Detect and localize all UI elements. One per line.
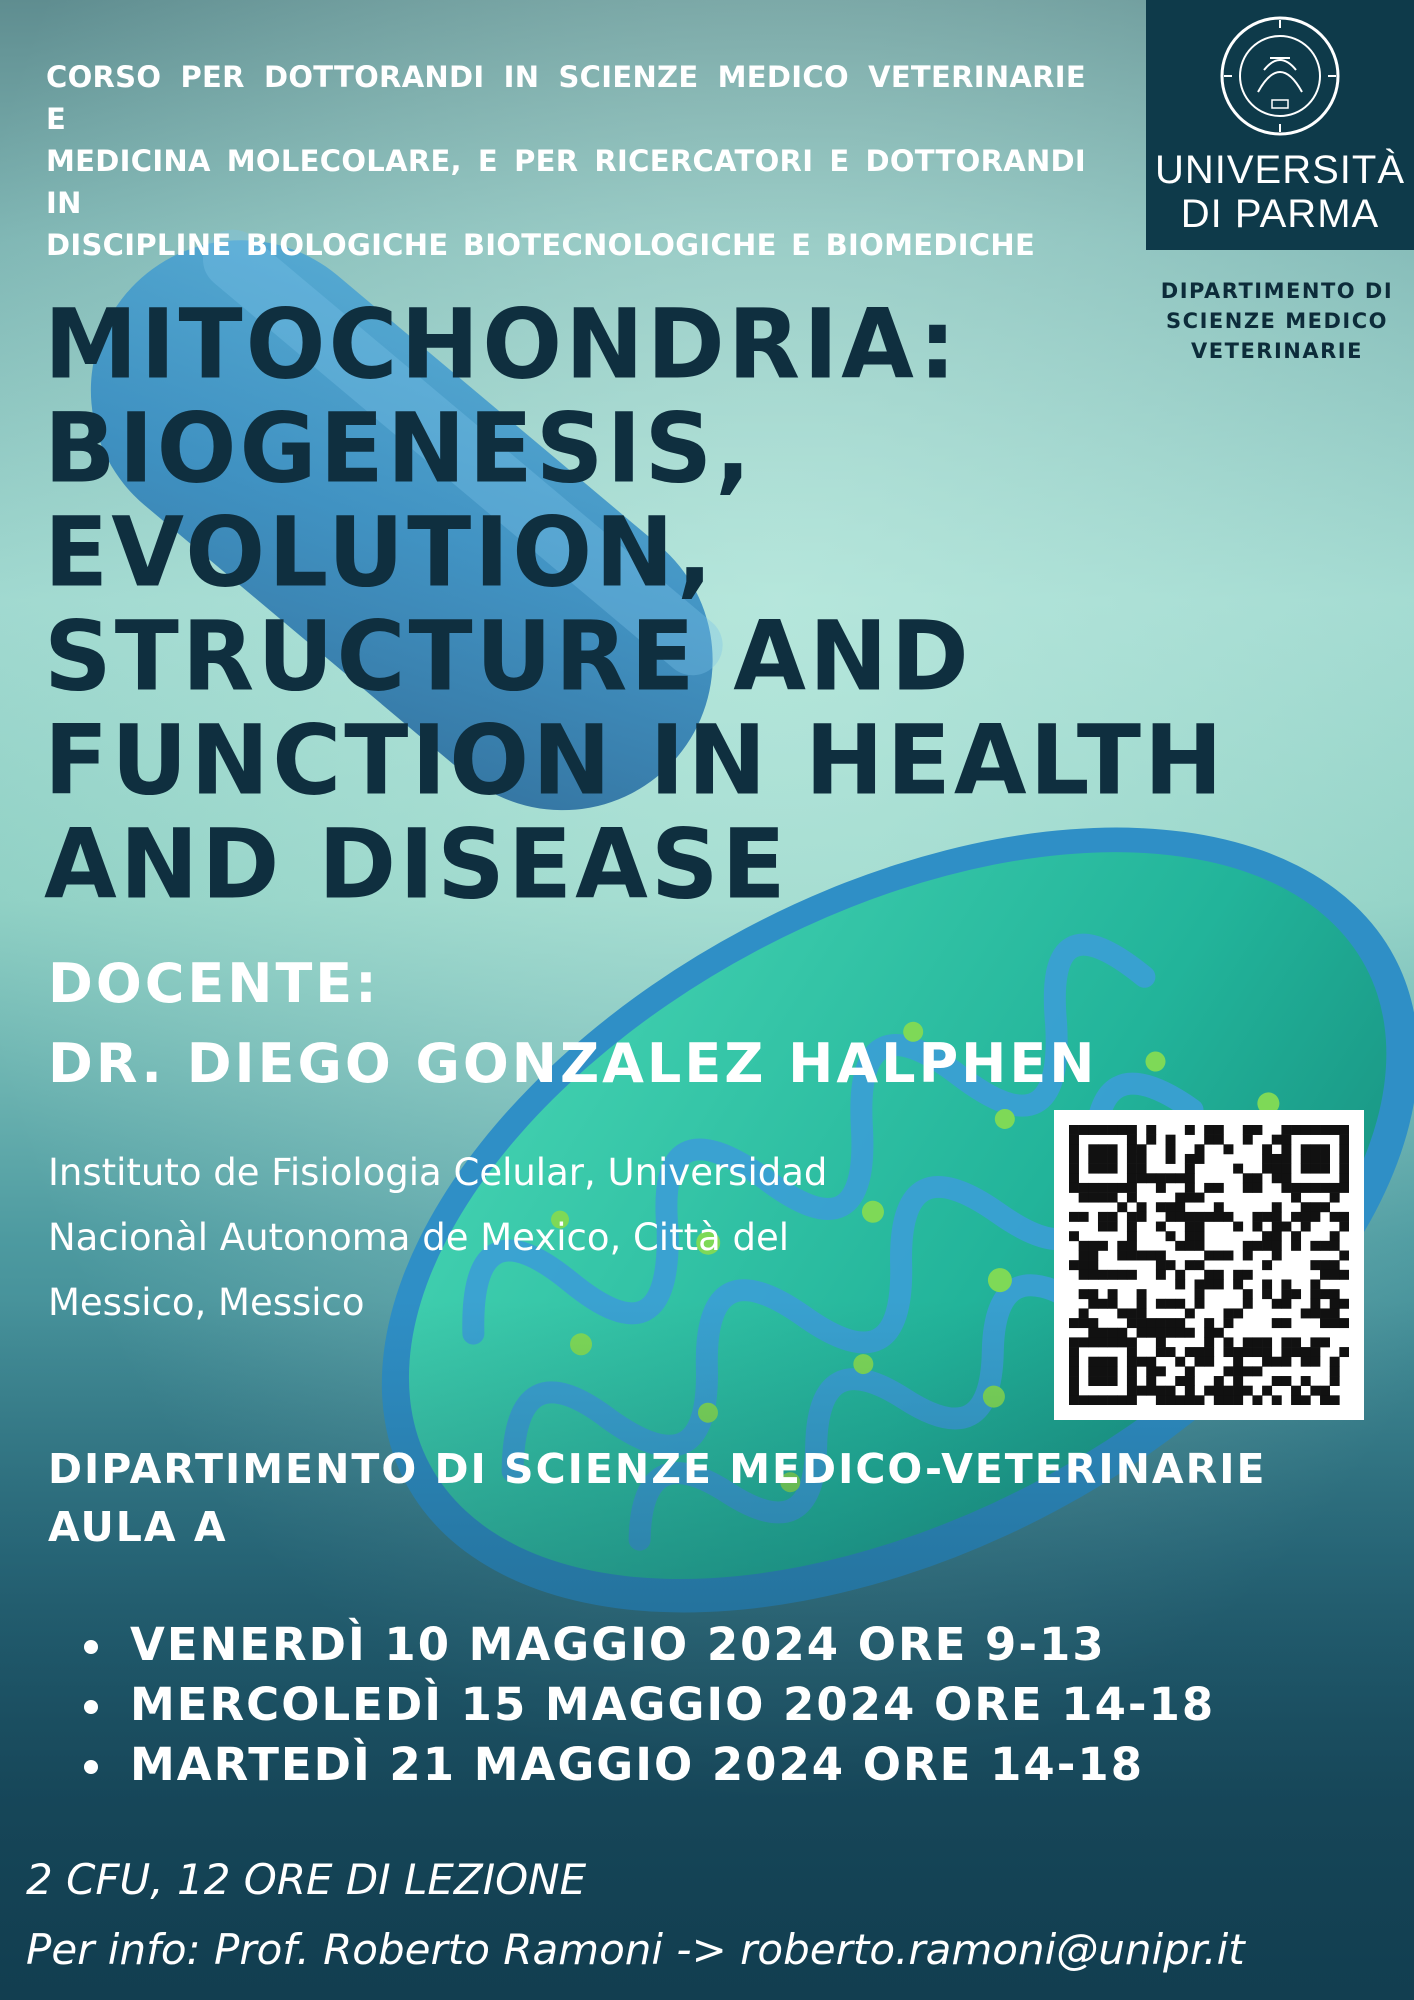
course-description xyxy=(46,56,1086,266)
university-seal-icon xyxy=(1218,14,1342,138)
department-line-3: VETERINARIE xyxy=(1191,339,1363,363)
qr-code[interactable] xyxy=(1054,1110,1364,1420)
schedule-text: VENERDÌ 10 MAGGIO 2024 ORE 9-13 xyxy=(130,1618,1106,1671)
schedule-item xyxy=(80,1735,1215,1795)
schedule-item xyxy=(80,1675,1215,1735)
schedule-text: MERCOLEDÌ 15 MAGGIO 2024 ORE 14-18 xyxy=(130,1678,1216,1731)
course-line-1: CORSO PER DOTTORANDI IN SCIENZE MEDICO VETERINARIE E xyxy=(46,60,1086,136)
title-line-3: EVOLUTION, xyxy=(44,497,716,610)
university-name-line-2: DI PARMA xyxy=(1180,192,1380,236)
contact-info: Per info: Prof. Roberto Ramoni -> roberto.ramoni@unipr.it xyxy=(26,1925,1245,1974)
lecturer-label: DOCENTE: xyxy=(48,952,380,1015)
schedule-item xyxy=(80,1615,1215,1675)
schedule-text: MARTEDÌ 21 MAGGIO 2024 ORE 14-18 xyxy=(130,1738,1145,1791)
credits-info: 2 CFU, 12 ORE DI LEZIONE xyxy=(26,1855,587,1904)
bullet-icon xyxy=(84,1640,98,1654)
bullet-icon xyxy=(84,1700,98,1714)
lecturer-block xyxy=(48,944,1097,1104)
venue-line-2: AULA A xyxy=(48,1503,228,1551)
qr-code-icon xyxy=(1069,1125,1349,1405)
affiliation-line-3: Messico, Messico xyxy=(48,1281,365,1324)
bullet-icon xyxy=(84,1760,98,1774)
department-line-2: SCIENZE MEDICO xyxy=(1166,309,1388,333)
venue-block xyxy=(48,1440,1267,1556)
lecturer-name: DR. DIEGO GONZALEZ HALPHEN xyxy=(48,1032,1098,1095)
course-line-2: MEDICINA MOLECOLARE, E PER RICERCATORI E DOTTORANDI IN xyxy=(46,144,1086,220)
title-line-4: STRUCTURE AND xyxy=(44,601,972,714)
title-line-5: FUNCTION IN HEALTH xyxy=(44,705,1226,818)
affiliation-line-2: Nacionàl Autonoma de Mexico, Città del xyxy=(48,1216,790,1259)
university-name-line-1: UNIVERSITÀ xyxy=(1154,148,1406,192)
course-title xyxy=(44,289,1344,922)
university-logo xyxy=(1146,0,1414,250)
course-line-3: DISCIPLINE BIOLOGICHE BIOTECNOLOGICHE E BIOMEDICHE xyxy=(46,228,1036,262)
university-name xyxy=(1146,148,1414,236)
department-line-1: DIPARTIMENTO DI xyxy=(1160,279,1394,303)
title-line-6: AND DISEASE xyxy=(44,810,789,922)
lecturer-affiliation xyxy=(48,1140,948,1335)
schedule-list xyxy=(80,1615,1215,1795)
title-line-1: MITOCHONDRIA: xyxy=(44,289,960,401)
title-line-2: BIOGENESIS, xyxy=(44,393,754,506)
affiliation-line-1: Instituto de Fisiologia Celular, Universidad xyxy=(48,1151,828,1194)
venue-line-1: DIPARTIMENTO DI SCIENZE MEDICO-VETERINARIE xyxy=(48,1445,1267,1493)
